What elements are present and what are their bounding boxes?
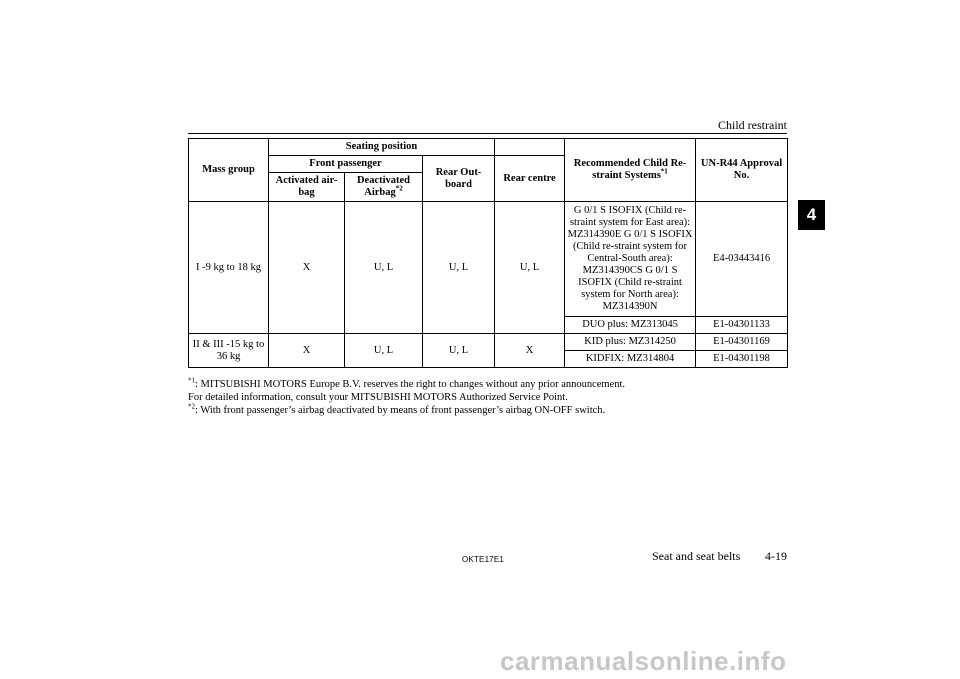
activated-airbag-cell: X [269,202,345,334]
header-blank-cell [495,139,565,156]
recommended-system-cell: KIDFIX: MZ314804 [565,351,696,368]
document-code: OKTE17E1 [462,555,505,564]
approval-number-cell: E1-04301133 [696,317,788,334]
footer-section-title: Seat and seat belts [652,549,741,563]
rear-outboard-cell: U, L [423,202,495,334]
recommended-system-cell: G 0/1 S ISOFIX (Child re-straint system for East area): MZ314390E G 0/1 S ISOFIX (Child re-straint system for Central-South area): MZ314390CS G 0/1 S ISOFIX (Child re-straint system for North area): MZ314390N [565,202,696,317]
rear-centre-cell: U, L [495,202,565,334]
activated-airbag-cell: X [269,334,345,368]
approval-number-header: UN-R44 Approval No. [696,139,788,202]
mass-group-cell: II & III -15 kg to 36 kg [189,334,269,368]
activated-airbag-header: Activated air-bag [269,173,345,202]
approval-number-cell: E4-03443416 [696,202,788,317]
footnotes [188,378,788,417]
front-passenger-header: Front passenger [269,156,423,173]
recommended-system-cell: DUO plus: MZ313045 [565,317,696,334]
rear-outboard-header: Rear Out-board [423,156,495,202]
section-title: Child restraint [718,118,787,132]
rear-outboard-cell: U, L [423,334,495,368]
rear-centre-header: Rear centre [495,156,565,202]
approval-number-cell: E1-04301198 [696,351,788,368]
deactivated-airbag-cell: U, L [345,334,423,368]
footnote-1: $^{*1}$: MITSUBISHI MOTORS Europe B.V. reserves the right to changes without any prior announcement. [188,376,626,390]
recommended-systems-header: Recommended Child Re-straint Systems$^{*1}$ [565,139,696,202]
footnote-2: $^{*2}$: With front passenger’s airbag deactivated by means of front passenger’s airbag ON-OFF switch. [188,402,606,416]
table-row [189,202,788,317]
mass-group-cell: I -9 kg to 18 kg [189,202,269,334]
footnote-1-continued: For detailed information, consult your MITSUBISHI MOTORS Authorized Service Point. [188,392,568,403]
header-rule [188,133,787,134]
watermark: carmanualsonline.info [500,646,787,676]
table-row [189,334,788,351]
deactivated-airbag-header: Deactivated Airbag$^{*2}$ [345,173,423,202]
child-restraint-table [188,138,788,368]
page-number: 4-19 [765,549,787,563]
chapter-tab[interactable]: 4 [798,200,825,230]
approval-number-cell: E1-04301169 [696,334,788,351]
deactivated-airbag-cell: U, L [345,202,423,334]
seating-position-header: Seating position [269,139,495,156]
mass-group-header: Mass group [189,139,269,202]
rear-centre-cell: X [495,334,565,368]
recommended-system-cell: KID plus: MZ314250 [565,334,696,351]
